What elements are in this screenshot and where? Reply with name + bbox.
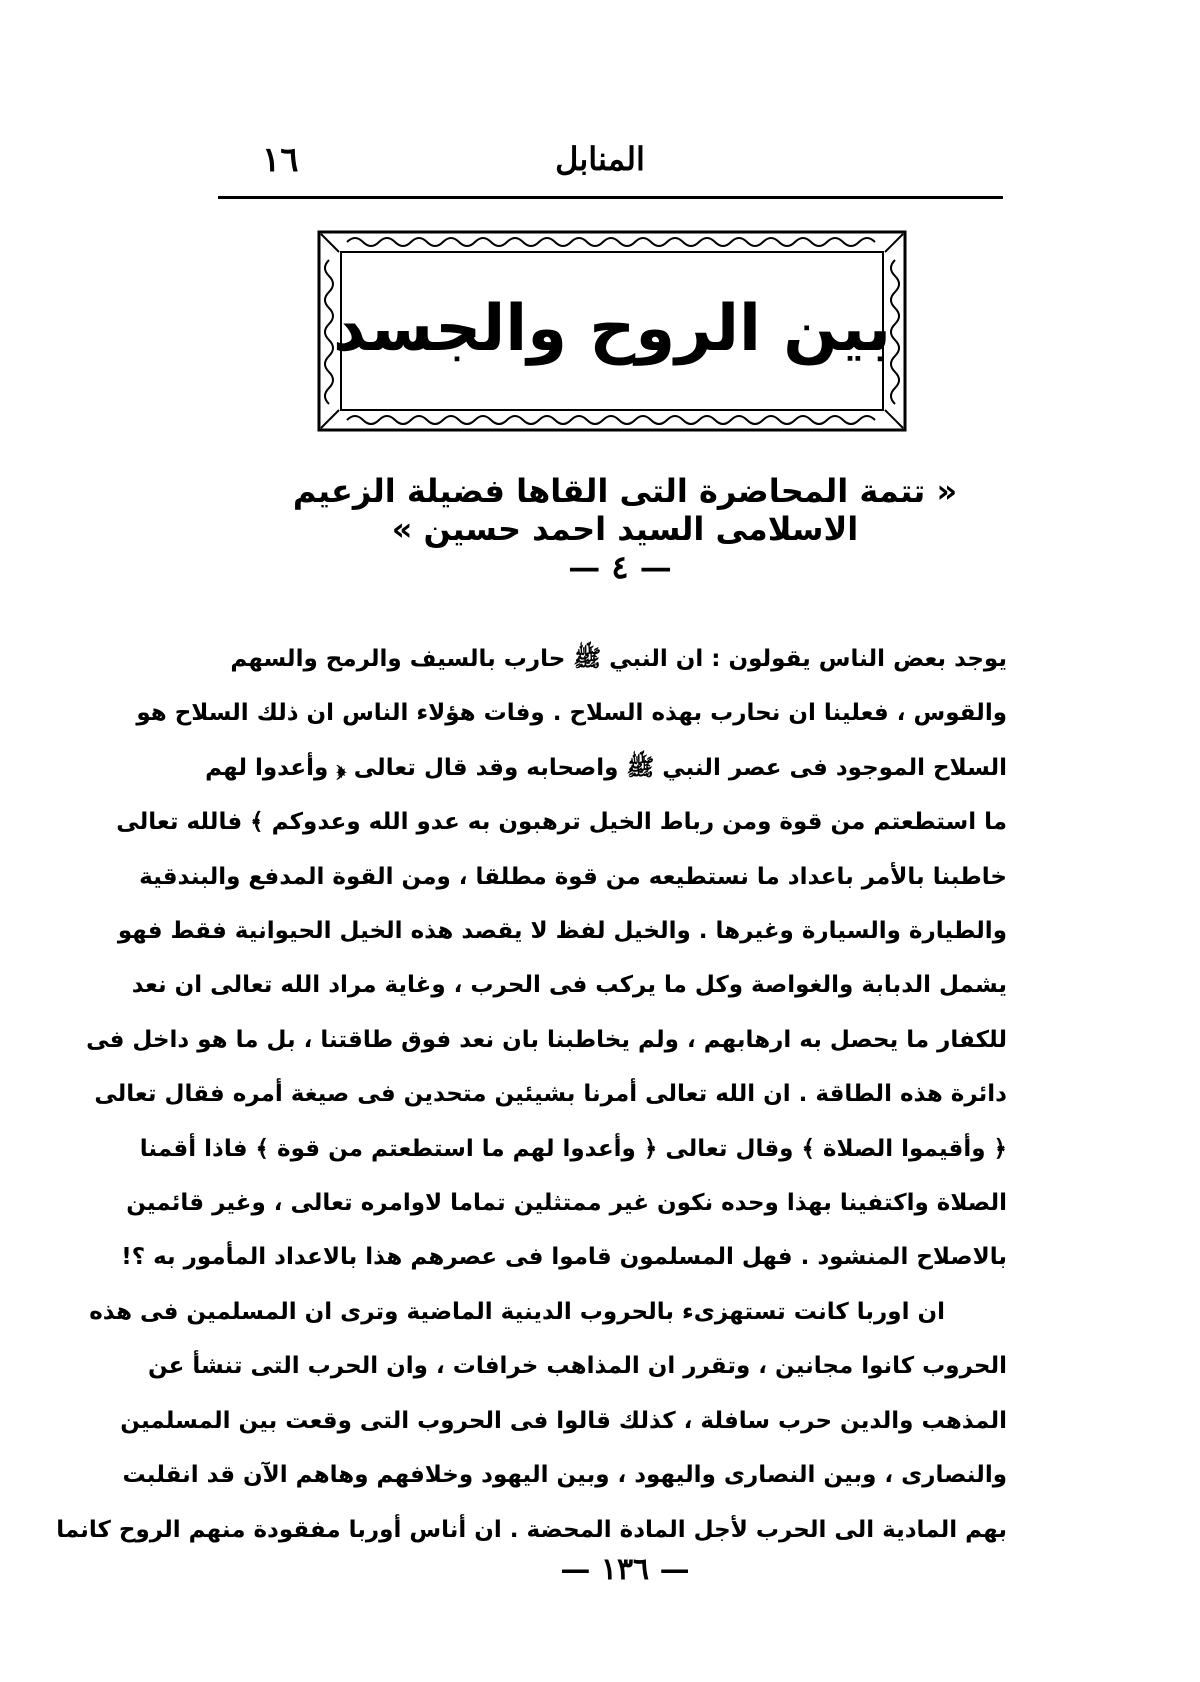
body-line: دائرة هذه الطاقة . ان الله تعالى أمرنا بشيئين متحدين فى صيغة أمره فقال تعالى	[94, 1081, 1007, 1108]
body-line: يشمل الدبابة والغواصة وكل ما يركب فى الحرب ، وغاية مراد الله تعالى ان نعد	[131, 972, 1007, 999]
body-line: بهم المادية الى الحرب لأجل المادة المحضة . ان أناس أوربا مفقودة منهم الروح كانما	[56, 1516, 1007, 1543]
body-line: يوجد بعض الناس يقولون : ان النبي ﷺ حارب بالسيف والرمح والسهم	[230, 646, 1007, 672]
part-number: — ٤ —	[568, 548, 672, 586]
article-title: بين الروح والجسد	[333, 292, 891, 366]
body-line: ان اوربا كانت تستهزىء بالحروب الدينية الماضية وترى ان المسلمين فى هذه	[89, 1298, 945, 1325]
body-line: المذهب والدين حرب سافلة ، كذلك قالوا فى الحروب التى وقعت بين المسلمين	[120, 1407, 1007, 1434]
body-line: بالاصلاح المنشود . فهل المسلمون قاموا فى عصرهم هذا بالاعداد المأمور به ؟!	[121, 1244, 1007, 1271]
body-line: ﴿ وأقيموا الصلاة ﴾ وقال تعالى ﴿ وأعدوا لهم ما استطعتم من قوة ﴾ فاذا أقمنا	[139, 1135, 1007, 1162]
article-subtitle: « تتمة المحاضرة التى القاها فضيلة الزعيم الاسلامى السيد احمد حسين »	[292, 472, 958, 548]
body-line: خاطبنا بالأمر باعداد ما نستطيعه من قوة مطلقا ، ومن القوة المدفع والبندقية	[139, 863, 1007, 890]
body-line: للكفار ما يحصل به ارهابهم ، ولم يخاطبنا بان نعد فوق طاقتنا ، بل ما هو داخل فى	[86, 1026, 1007, 1053]
body-line: الصلاة واكتفينا بهذا وحده نكون غير ممتثلين تماما لاوامره تعالى ، وغير قائمين	[126, 1190, 1007, 1217]
page-number-bottom: — ١٣٦ —	[560, 1552, 690, 1587]
header-rule	[218, 196, 1003, 199]
body-line: ما استطعتم من قوة ومن رباط الخيل ترهبون به عدو الله وعدوكم ﴾ فالله تعالى	[116, 809, 1007, 836]
body-line: والطيارة والسيارة وغيرها . والخيل لفظ لا يقصد هذه الخيل الحيوانية فقط فهو	[117, 918, 1007, 945]
article-body	[56, 632, 1007, 1557]
body-line: والنصارى ، وبين النصارى واليهود ، وبين اليهود وخلافهم وهاهم الآن قد انقلبت	[122, 1462, 1007, 1489]
body-line: الحروب كانوا مجانين ، وتقرر ان المذاهب خرافات ، وان الحرب التى تنشأ عن	[147, 1353, 1007, 1380]
body-line: والقوس ، فعلينا ان نحارب بهذه السلاح . وفات هؤلاء الناس ان ذلك السلاح هو	[136, 700, 1007, 727]
title-frame	[317, 230, 907, 432]
body-line: السلاح الموجود فى عصر النبي ﷺ واصحابه وقد قال تعالى ﴿ وأعدوا لهم	[205, 754, 1007, 781]
page-number-top: ١٦	[262, 140, 299, 180]
running-header-title: المنابل	[555, 140, 645, 178]
